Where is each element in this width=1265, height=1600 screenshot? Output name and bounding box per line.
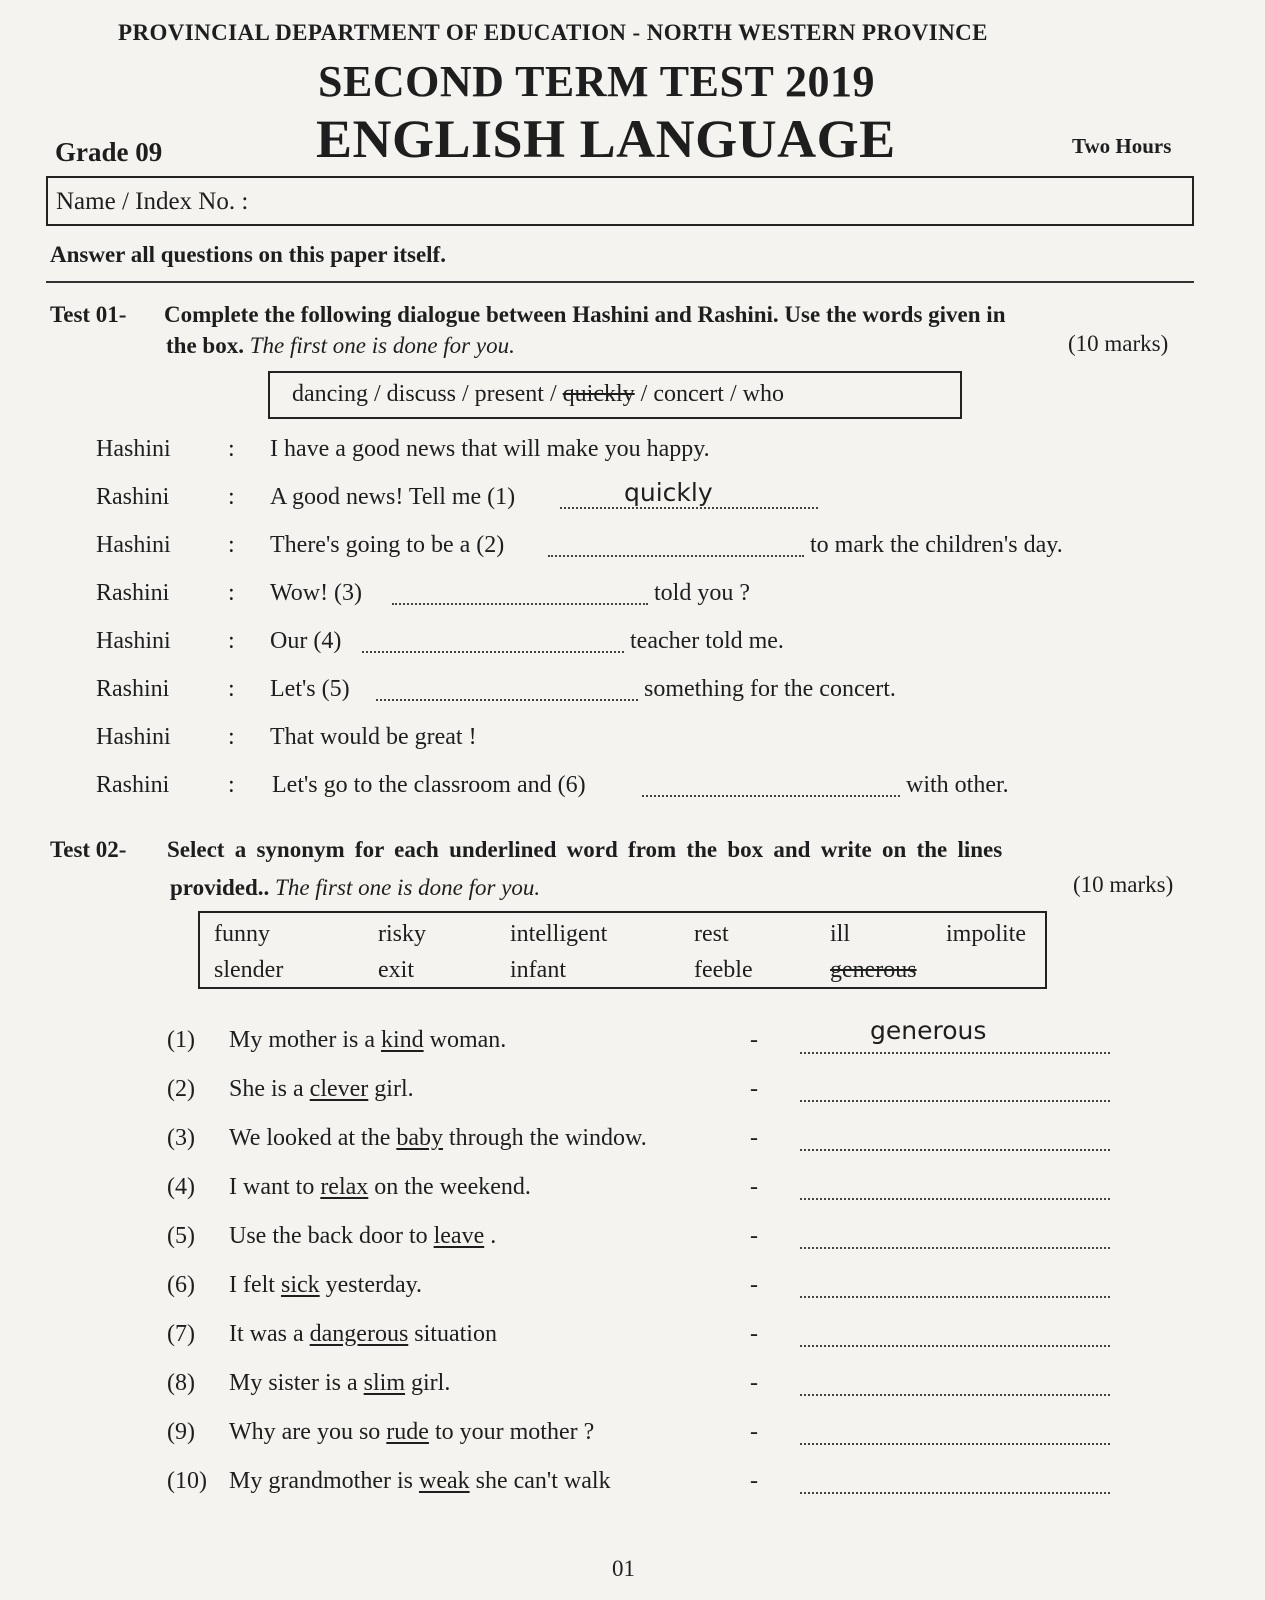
word-quickly-struck: quickly [562,381,635,407]
underlined-word: weak [418,1468,470,1494]
answer-blank-3[interactable] [392,603,648,605]
dialogue-text: I have a good news that will make you happy. [270,436,710,462]
dialogue-speaker: Hashini [96,532,171,558]
underlined-word: relax [320,1174,369,1200]
answer-line[interactable] [800,1443,1110,1445]
question-number: (9) [167,1419,195,1445]
synonym-word: feeble [694,957,753,983]
dialogue-colon: : [228,532,235,558]
test01-instruction-line1: Complete the following dialogue between Hashini and Rashini. Use the words given in [164,302,1006,327]
answer-line[interactable] [800,1394,1110,1396]
dialogue-colon: : [228,628,235,654]
answer-blank-4[interactable] [362,651,624,653]
question-dash: - [750,1027,758,1053]
question-dash: - [750,1370,758,1396]
question-sentence [229,1419,594,1446]
synonym-word: funny [214,921,270,947]
dialogue-speaker: Rashini [96,580,170,606]
test02-label: Test 02- [50,837,127,862]
test02-instruction-bold: provided.. [170,875,270,900]
dialogue-text: Our (4) [270,628,342,654]
question-number: (6) [167,1272,195,1298]
sentence-part: My sister is a [229,1370,364,1396]
question-dash: - [750,1174,758,1200]
sentence-part: Why are you so [229,1419,387,1445]
test01-marks: (10 marks) [1068,331,1169,356]
test02-instruction-line2 [170,875,540,901]
sentence-part: to your mother ? [428,1419,595,1445]
question-number: (4) [167,1174,195,1200]
answer-line[interactable] [800,1345,1110,1347]
question-dash: - [750,1272,758,1298]
question-dash: - [750,1125,758,1151]
question-sentence [229,1174,531,1201]
synonym-word: slender [214,957,284,983]
dialogue-colon: : [228,724,235,750]
answer-line[interactable] [800,1247,1110,1249]
underlined-word: kind [380,1027,424,1053]
page-number: 01 [612,1556,635,1581]
dialogue-text-after: told you ? [654,580,750,606]
dialogue-speaker: Rashini [96,484,170,510]
sentence-part: . [484,1223,497,1249]
word-separator: / [729,381,737,407]
sentence-part: yesterday. [319,1272,423,1298]
question-sentence [229,1272,422,1299]
synonym-word: impolite [946,921,1026,947]
dialogue-colon: : [228,772,235,798]
sentence-part: on the weekend. [368,1174,531,1200]
answer-blank-5[interactable] [376,699,638,701]
question-dash: - [750,1223,758,1249]
dialogue-text-after: with other. [906,772,1009,798]
department-heading: PROVINCIAL DEPARTMENT OF EDUCATION - NORTH WESTERN PROVINCE [118,20,988,45]
dialogue-text: There's going to be a (2) [270,532,505,558]
dialogue-text: Let's (5) [270,676,350,702]
general-instruction: Answer all questions on this paper itself. [50,242,446,267]
sentence-part: I felt [229,1272,281,1298]
question-dash: - [750,1419,758,1445]
word-who: who [742,381,784,407]
answer-line[interactable] [800,1149,1110,1151]
underlined-word: slim [363,1370,406,1396]
word-discuss: discuss [386,381,456,407]
sentence-part: My grandmother is [229,1468,419,1494]
dialogue-colon: : [228,580,235,606]
sentence-part: girl. [405,1370,451,1396]
dialogue-speaker: Hashini [96,628,171,654]
synonym-word: intelligent [510,921,608,947]
name-index-label: Name / Index No. : [56,188,249,215]
answer-line[interactable] [800,1052,1110,1054]
dialogue-colon: : [228,484,235,510]
header-divider [46,281,1194,283]
sentence-part: woman. [423,1027,507,1053]
test01-instruction-bold: the box. [166,333,244,358]
answer-line[interactable] [800,1198,1110,1200]
question-sentence [229,1321,497,1348]
dialogue-colon: : [228,436,235,462]
question-sentence [229,1223,496,1250]
question-number: (10) [167,1468,207,1494]
test02-word-box [198,911,1047,989]
question-dash: - [750,1321,758,1347]
answer-blank-2[interactable] [548,555,804,557]
answer-line[interactable] [800,1492,1110,1494]
sentence-part: she can't walk [469,1468,611,1494]
underlined-word: baby [396,1125,443,1151]
test02-instruction-line1: Select a synonym for each underlined word from the box and write on the lines [167,837,1003,862]
test02-marks: (10 marks) [1073,872,1174,897]
sentence-part: situation [408,1321,497,1347]
underlined-word: rude [386,1419,429,1445]
sentence-part: My mother is a [229,1027,381,1053]
test01-word-list [292,381,784,408]
answer-line[interactable] [800,1296,1110,1298]
synonym-word-struck: generous [830,957,917,983]
question-number: (8) [167,1370,195,1396]
test01-label: Test 01- [50,302,127,327]
question-dash: - [750,1468,758,1494]
word-separator: / [373,381,381,407]
dialogue-speaker: Rashini [96,772,170,798]
word-present: present [474,381,544,407]
question-dash: - [750,1076,758,1102]
dialogue-speaker: Hashini [96,724,171,750]
sentence-part: She is a [229,1076,310,1102]
sentence-part: girl. [368,1076,414,1102]
answer-1-handwritten: generous [870,1016,987,1045]
duration-label: Two Hours [1072,134,1172,158]
synonym-word: infant [510,957,566,983]
dialogue-speaker: Hashini [96,436,171,462]
sentence-part: We looked at the [229,1125,397,1151]
question-number: (3) [167,1125,195,1151]
sentence-part: It was a [229,1321,310,1347]
question-sentence [229,1370,450,1397]
synonym-word: ill [830,921,851,947]
underlined-word: sick [280,1272,320,1298]
dialogue-colon: : [228,676,235,702]
dialogue-text: A good news! Tell me (1) [270,484,516,510]
exam-title: SECOND TERM TEST 2019 [318,57,875,106]
word-separator: / [462,381,469,407]
dialogue-speaker: Rashini [96,676,170,702]
test01-instruction-line2 [166,333,515,359]
answer-blank-1[interactable] [560,507,818,509]
question-number: (7) [167,1321,195,1347]
test02-instruction-italic: The first one is done for you. [275,875,541,900]
word-separator: / [640,381,648,407]
word-concert: concert [653,381,724,407]
question-sentence [229,1468,611,1495]
sentence-part: Use the back door to [229,1223,434,1249]
underlined-word: dangerous [309,1321,409,1347]
question-number: (5) [167,1223,195,1249]
dialogue-text: That would be great ! [270,724,477,750]
underlined-word: leave [433,1223,485,1249]
question-number: (1) [167,1027,195,1053]
synonym-word: risky [378,921,426,947]
word-separator: / [549,381,557,407]
dialogue-text-after: something for the concert. [644,676,896,702]
question-sentence [229,1125,647,1152]
answer-1-handwritten: quickly [624,478,713,507]
dialogue-text-after: to mark the children's day. [810,532,1063,558]
synonym-word: exit [378,957,414,983]
grade-label: Grade 09 [55,137,163,167]
question-number: (2) [167,1076,195,1102]
answer-line[interactable] [800,1100,1110,1102]
word-dancing: dancing [292,381,368,407]
sentence-part: I want to [229,1174,321,1200]
underlined-word: clever [309,1076,369,1102]
test01-word-box [268,371,962,419]
synonym-word: rest [694,921,729,947]
test01-instruction-italic: The first one is done for you. [249,333,515,358]
sentence-part: through the window. [443,1125,647,1151]
subject-title: ENGLISH LANGUAGE [316,109,896,169]
dialogue-text: Let's go to the classroom and (6) [272,772,586,798]
dialogue-text-after: teacher told me. [630,628,784,654]
question-sentence [229,1076,414,1103]
question-sentence [229,1027,506,1054]
dialogue-text: Wow! (3) [270,580,363,606]
answer-blank-6[interactable] [642,795,900,797]
